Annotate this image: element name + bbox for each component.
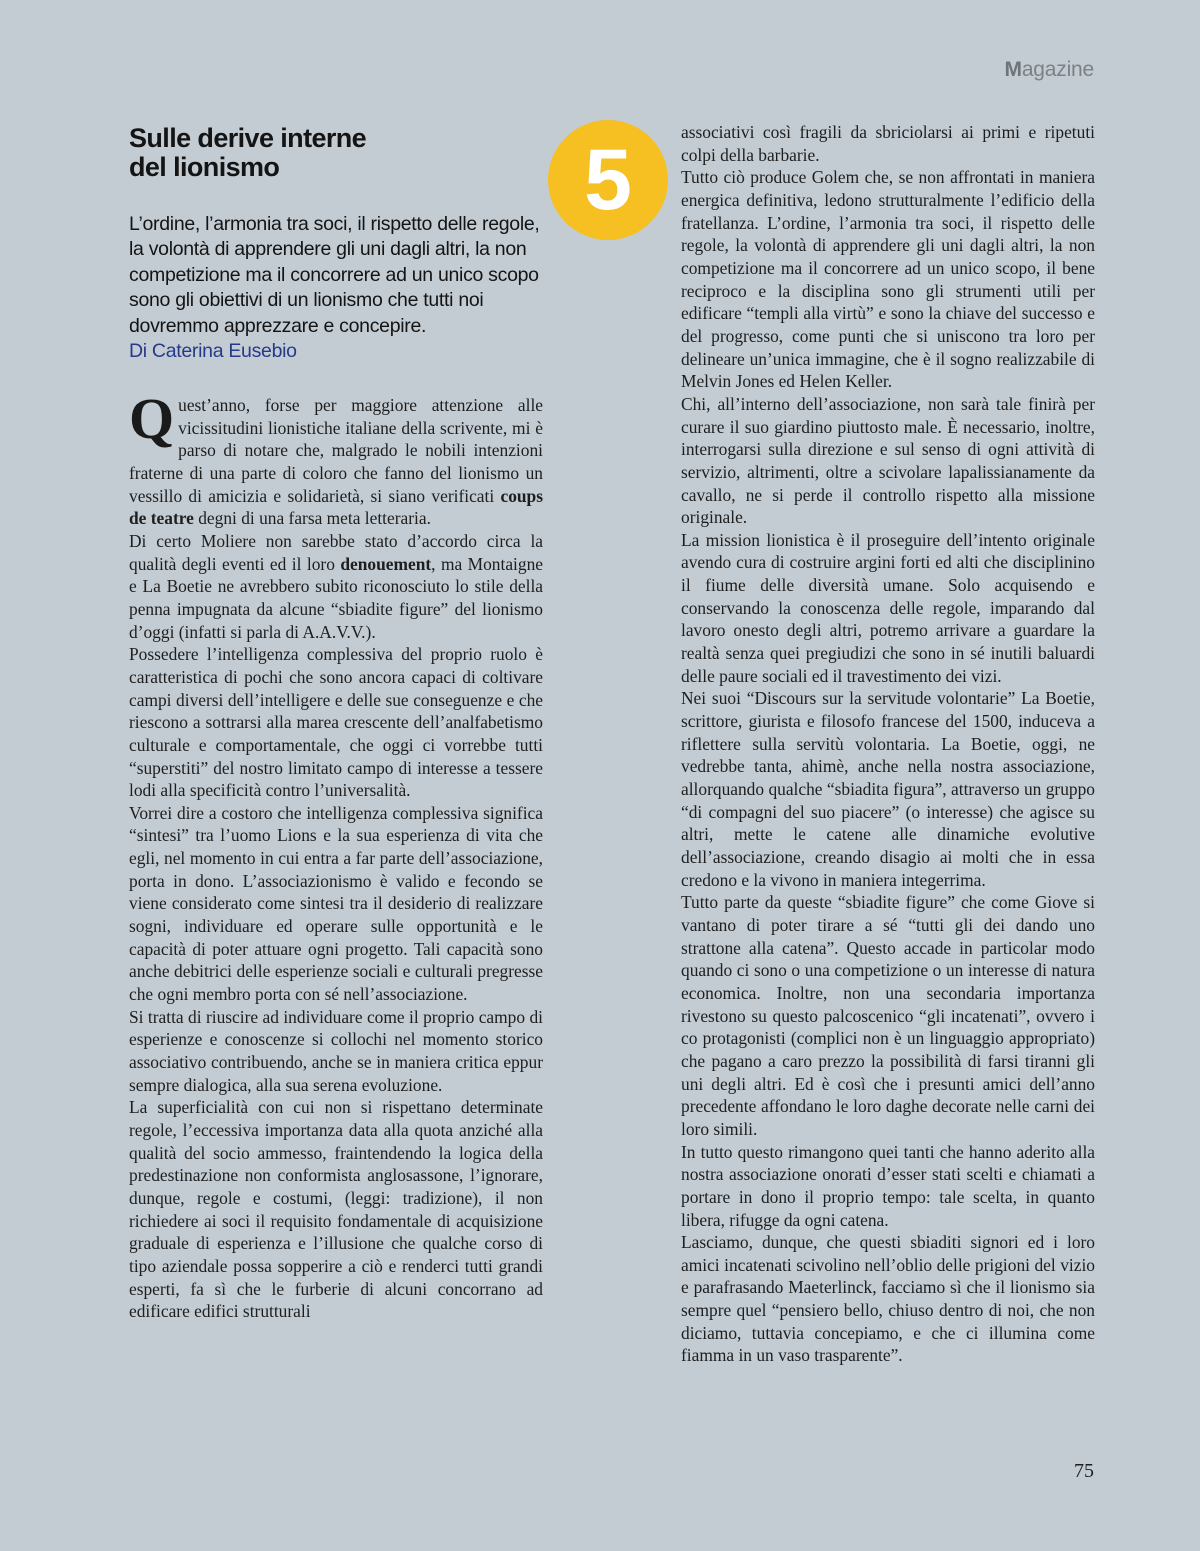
paragraph-text: Di certo Moliere non sarebbe stato d’accordo circa la qualità degli eventi ed il loro	[129, 530, 543, 574]
paragraph: Vorrei dire a costoro che intelligenza complessiva significa “sintesi” tra l’uomo Lions e la sua esperienza di vita che egli, nel momento in cui entra a far parte dell’associazione, porta in dono. L’associazionismo è valido e fecondo se viene considerato come sintesi tra il desiderio di realizzare sogni, individuare ed operare sulle opportunità e le capacità di poter attuare ogni progetto. Tali capacità sono anche debitrici delle esperienze sociali e culturali pregresse che ogni membro porta con sé nell’associazione.	[129, 802, 543, 1005]
paragraph: Tutto parte da queste “sbiadite figure” che come Giove si vantano di poter tirare a sé “tutti gli dei dando uno strattone alla catena”. Questo accade in particolar modo quando ci sono o una competizione o un interesse di natura economica. Inoltre, non una secondaria importanza rivestono su questo palcoscenico “gli incatenati”, ovvero i co protagonisti (complici non è un linguaggio appropriato) che pagano a caro prezzo la possibilità di farsi tiranni gli uni degli altri. Ed è così che i presunti amici dell’anno precedente affondano le loro daghe decorate nelle carni dei loro simili.	[681, 892, 1095, 1139]
paragraph	[129, 530, 543, 643]
paragraph: Chi, all’interno dell’associazione, non sarà tale finirà per curare il suo giardino piuttosto male. È necessario, inoltre, interrogarsi sulla direzione e sul senso di ogni attività di servizio, altrimenti, oltre a scivolare lapalissianamente da cavallo, ne si perde il controllo rispetto alla missione originale.	[681, 393, 1095, 528]
article-number-badge	[548, 120, 668, 240]
drop-cap: Q	[129, 386, 175, 451]
paragraph-text: , ma Montaigne e La Boetie ne avrebbero subito riconosciuto lo stile della penna impugnata da alcune “sbiadite figure” del lionismo d’oggi (infatti si parla di A.A.V.V.).	[129, 553, 543, 642]
paragraph-text: degni di una farsa meta letteraria.	[193, 508, 431, 529]
title-line-2: del lionismo	[129, 152, 280, 182]
paragraph: La mission lionistica è il proseguire dell’intento originale avendo cura di costruire argini forti ed alti che disciplinino il fiume delle diversità umane. Solo acquisendo e conservando la conoscenza delle regole, imparando dal lavoro onesto degli altri, potremo arrivare a guardare la realtà senza quei pregiudizi che sono in sé inutili baluardi delle paure sociali ed il travestimento dei vizi.	[681, 529, 1095, 686]
article-title	[129, 124, 509, 182]
emphasis: coups de teatre	[129, 485, 543, 529]
paragraph: Lasciamo, dunque, che questi sbiaditi signori ed i loro amici incatenati scivolino nell’oblio delle prigioni del vizio e parafrasando Maeterlinck, facciamo sì che il lionismo sia sempre quel “pensiero bello, chiuso dentro di noi, che non diciamo, tuttavia concepiamo, e che ci illumina come fiamma in un vaso trasparente”.	[681, 1232, 1095, 1366]
paragraph: Possedere l’intelligenza complessiva del proprio ruolo è caratteristica di pochi che sono ancora capaci di coltivare campi diversi dell’intelligere e delle sue conseguenze e che riescono a sottrarsi alla marea crescente dell’analfabetismo culturale e comportamentale, che oggi ci vorrebbe tutti “superstiti” del nostro limitato campo di interesse a tessere lodi alla specificità contro l’universalità.	[129, 644, 543, 801]
author-byline: Di Caterina Eusebio	[129, 340, 297, 363]
title-line-1: Sulle derive interne	[129, 123, 367, 153]
paragraph: Nei suoi “Discours sur la servitude volontarie” La Boetie, scrittore, giurista e filosofo francese del 1500, induceva a riflettere sulla servitù volontaria. La Boetie, oggi, ne vedrebbe tanta, ahimè, anche nella nostra associazione, allorquando qualche “sbiadita figura”, attraverso un gruppo “di compagni del suo piacere” (o interesse) che agisce su altri, mette le catene alle dinamiche evolutive dell’associazione, creando disagio ai molti che in essa credono e la vivono in maniera integerrima.	[681, 688, 1095, 890]
paragraph: associativi così fragili da sbriciolarsi ai primi e ripetuti colpi della barbarie.	[681, 122, 1095, 165]
paragraph	[129, 386, 543, 530]
body-column-left	[129, 386, 543, 1323]
badge-number: 5	[584, 132, 632, 228]
body-column-right	[681, 121, 1095, 1367]
paragraph-text: uest’anno, forse per maggiore attenzione alle vicissitudini lionistiche italiane della scrivente, mi è parso di notare che, malgrado le nobili intenzioni fraterne di una parte di coloro che fanno del lionismo un vessillo di amicizia e solidarietà, si siano verificati	[129, 395, 543, 506]
article-lead	[129, 212, 543, 364]
paragraph: In tutto questo rimangono quei tanti che hanno aderito alla nostra associazione onorati d’esser stati scelti e chiamati a portare in dono il proprio tempo: tale scelta, in quanto libera, rifugge da ogni catena.	[681, 1141, 1095, 1230]
paragraph: Si tratta di riuscire ad individuare come il proprio campo di esperienze e conoscenze si collochi nel momento storico associativo contribuendo, anche se in maniera critica eppur sempre dialogica, alla sua serena evoluzione.	[129, 1006, 543, 1095]
emphasis: denouement	[340, 553, 432, 574]
magazine-section-label	[1005, 58, 1094, 82]
section-label-initial: M	[1004, 58, 1022, 81]
section-label-rest: agazine	[1021, 58, 1094, 81]
lead-text: L’ordine, l’armonia tra soci, il rispetto delle regole, la volontà di apprendere gli uni dagli altri, la non competizione ma il concorrere ad un unico scopo sono gli obiettivi di un lionismo che tutti noi dovremmo apprezzare e concepire.	[129, 213, 540, 337]
paragraph: Tutto ciò produce Golem che, se non affrontati in maniera energica definitiva, ledono strutturalmente l’edificio della fratellanza. L’ordine, l’armonia tra soci, il rispetto delle regole, la volontà di apprendere gli uni dagli altri, la non competizione ma il concorrere ad un unico scopo, il bene reciproco e la disciplina sono gli strumenti utili per edificare “templi alla virtù” e sono la chiave del successo e del progresso, come punti che si uniscono tra loro per delineare un’unica immagine, che è il sogno realizzabile di Melvin Jones ed Helen Keller.	[681, 167, 1095, 392]
paragraph: La superficialità con cui non si rispettano determinate regole, l’eccessiva importanza data alla quota anziché alla qualità del socio ammesso, fraintendendo la logica della predestinazione non conformista anglosassone, l’ignorare, dunque, regole e costumi, (leggi: tradizione), il non richiedere ai soci il requisito fondamentale di acquisizione graduale di esperienza e l’illusione che qualche corso di tipo aziendale possa sopperire a ciò e renderci tutti grandi esperti, fa sì che le furberie di alcuni concorrano ad edificare edifici strutturali	[129, 1097, 543, 1322]
page-number: 75	[1074, 1460, 1094, 1482]
